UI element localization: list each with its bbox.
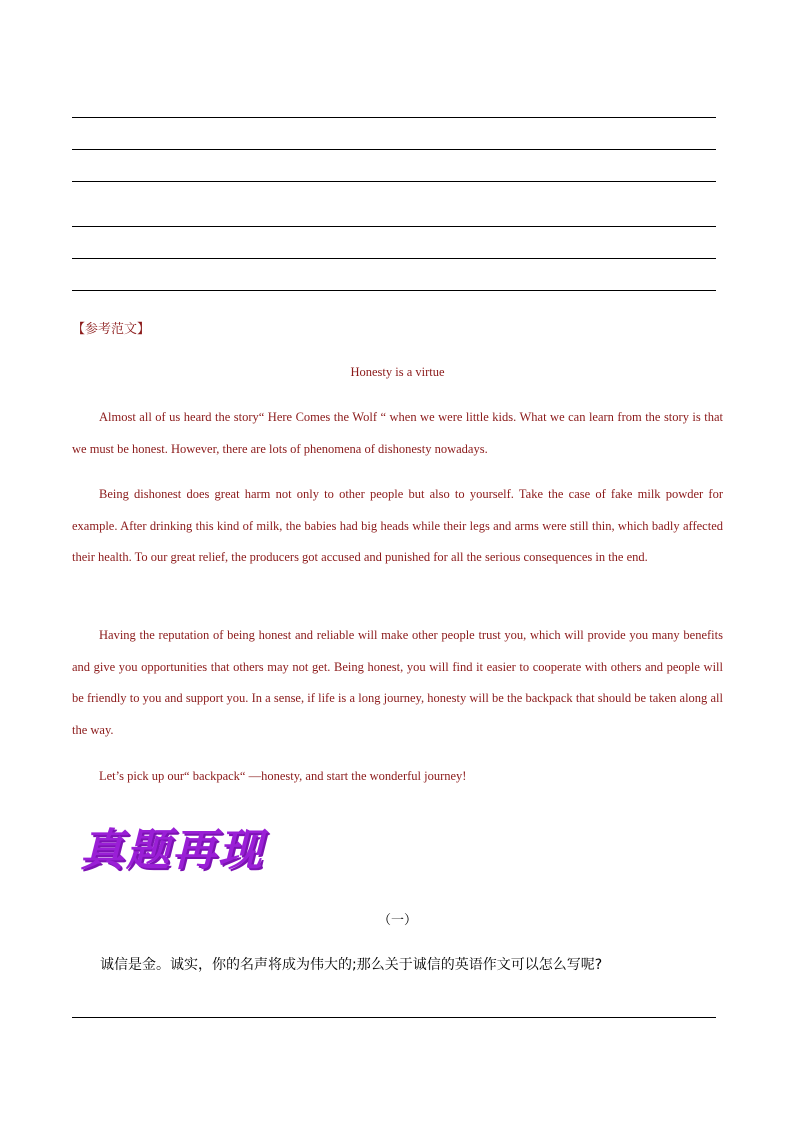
writing-line-6 [72, 290, 716, 291]
writing-prompt: 诚信是金。诚实，你的名声将成为伟大的;那么关于诚信的英语作文可以怎么写呢? [100, 957, 603, 973]
writing-line-3 [72, 181, 716, 182]
writing-line-5 [72, 258, 716, 259]
writing-line-1 [72, 117, 716, 118]
writing-line-7 [72, 1017, 716, 1018]
section-banner: 真题再现 [80, 825, 264, 876]
reference-heading: 【参考范文】 [72, 322, 151, 337]
writing-line-4 [72, 226, 716, 227]
essay-paragraph-2: Being dishonest does great harm not only to other people but also to yourself. Take the case of fake milk powder for example. After drinking this kind of milk, the babies had big heads while their legs and arms were still thin, which badly affected their health. To our great relief, the producers got accused and punished for all the serious consequences in the end. [72, 487, 723, 565]
section-number: （一） [377, 913, 417, 928]
writing-line-2 [72, 149, 716, 150]
essay-paragraph-4: Let’s pick up our“ backpack“ —honesty, and start the wonderful journey! [99, 769, 467, 783]
essay-paragraph-3: Having the reputation of being honest and reliable will make other people trust you, which will provide you many benefits and give you opportunities that others may not get. Being honest, you will find it easier to cooperate with others and people will be friendly to you and support you. In a sense, if life is a long journey, honesty will be the backpack that should be taken along all the way. [72, 628, 723, 737]
essay-paragraph-1: Almost all of us heard the story“ Here Comes the Wolf “ when we were little kids. What we can learn from the story is that we must be honest. However, there are lots of phenomena of dishonesty nowadays. [72, 410, 723, 456]
essay-title: Honesty is a virtue [350, 365, 445, 379]
